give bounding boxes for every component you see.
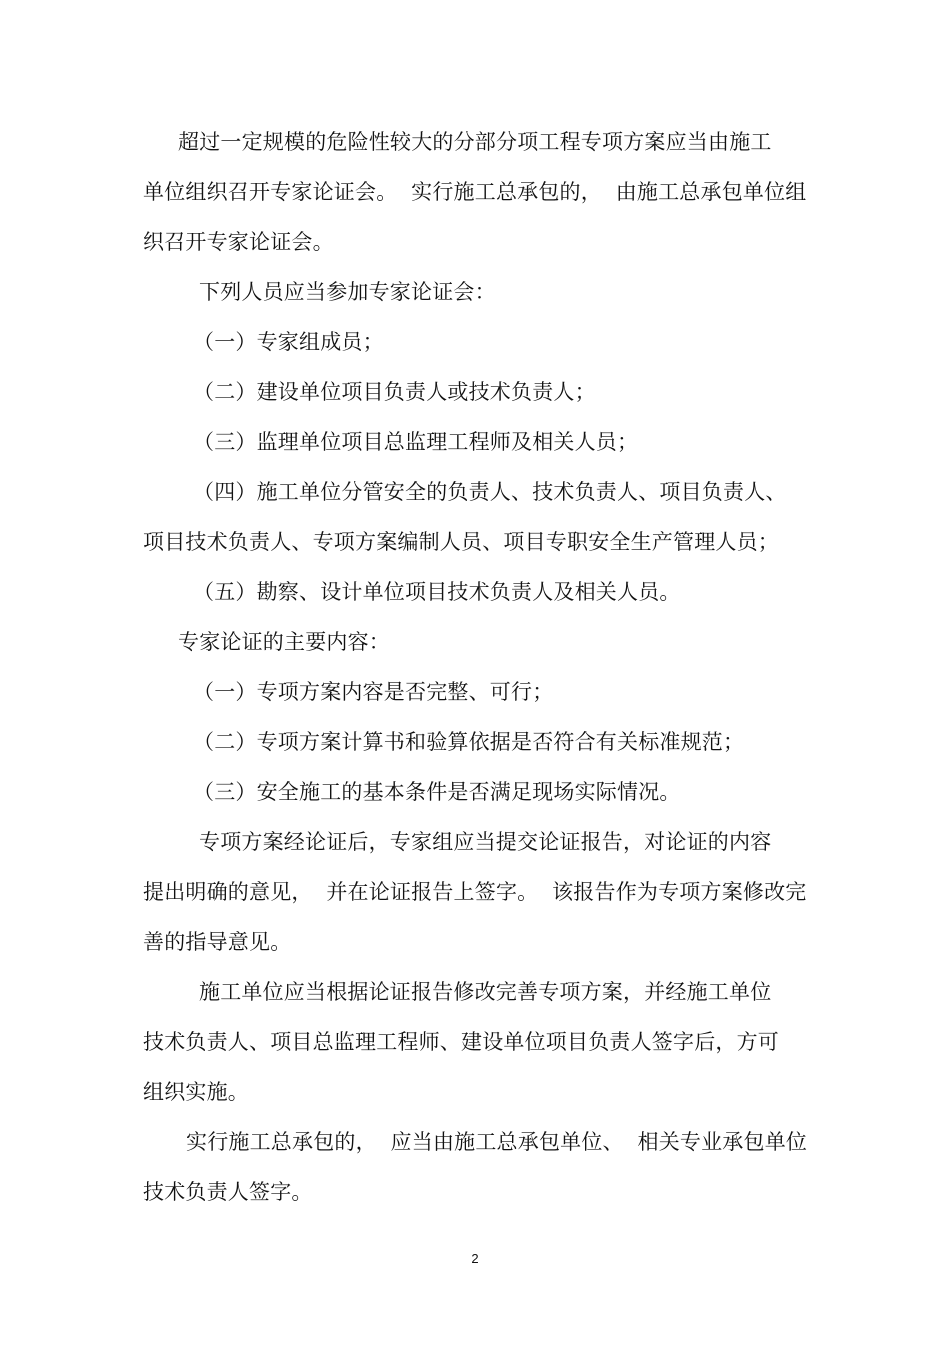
participants-intro: 下列人员应当参加专家论证会： — [199, 280, 496, 304]
paragraph-5-line-1: 施工单位应当根据论证报告修改完善专项方案，并经施工单位 — [199, 980, 772, 1004]
paragraph-1-line-2: 单位组织召开专家论证会。 实行施工总承包的， 由施工总承包单位组 — [143, 180, 807, 204]
paragraph-4-line-1: 专项方案经论证后，专家组应当提交论证报告，对论证的内容 — [199, 830, 772, 854]
paragraph-4-line-3: 善的指导意见。 — [143, 930, 292, 954]
paragraph-5-line-2: 技术负责人、项目总监理工程师、建设单位项目负责人签字后，方可 — [143, 1030, 779, 1054]
participant-item-3: （三）监理单位项目总监理工程师及相关人员； — [193, 430, 639, 454]
participant-item-5: （五）勘察、设计单位项目技术负责人及相关人员。 — [193, 580, 681, 604]
contents-intro: 专家论证的主要内容： — [178, 630, 390, 654]
participant-item-1: （一）专家组成员； — [193, 330, 384, 354]
paragraph-4-line-2: 提出明确的意见， 并在论证报告上签字。 该报告作为专项方案修改完 — [143, 880, 807, 904]
page-number: 2 — [471, 1251, 479, 1266]
content-item-3: （三）安全施工的基本条件是否满足现场实际情况。 — [193, 780, 681, 804]
participant-item-4: （四）施工单位分管安全的负责人、技术负责人、项目负责人、 — [193, 480, 787, 504]
content-item-2: （二）专项方案计算书和验算依据是否符合有关标准规范； — [193, 730, 745, 754]
participant-item-4-continued: 项目技术负责人、专项方案编制人员、项目专职安全生产管理人员； — [143, 530, 779, 554]
paragraph-1-line-1: 超过一定规模的危险性较大的分部分项工程专项方案应当由施工 — [178, 130, 772, 154]
paragraph-1-line-3: 织召开专家论证会。 — [143, 230, 334, 254]
paragraph-6-line-1: 实行施工总承包的， 应当由施工总承包单位、 相关专业承包单位 — [186, 1130, 808, 1154]
paragraph-6-line-2: 技术负责人签字。 — [143, 1180, 313, 1204]
content-item-1: （一）专项方案内容是否完整、可行； — [193, 680, 554, 704]
participant-item-2: （二）建设单位项目负责人或技术负责人； — [193, 380, 596, 404]
paragraph-5-line-3: 组织实施。 — [143, 1080, 249, 1104]
